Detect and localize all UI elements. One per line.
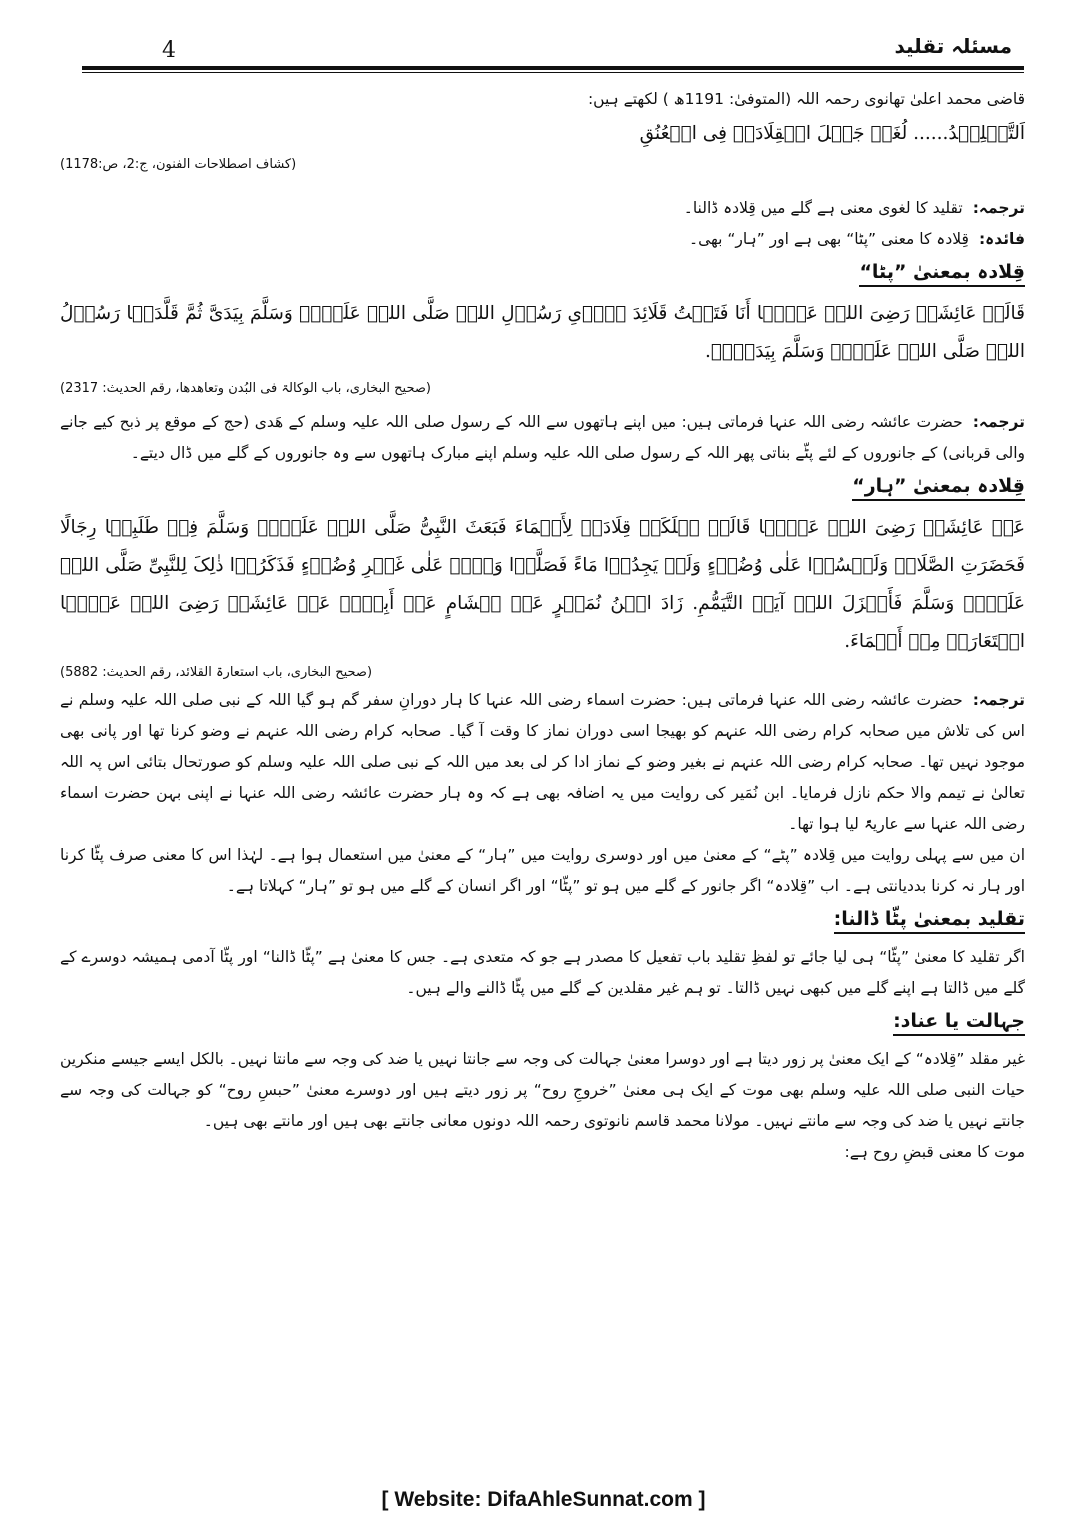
section2-reference: (صحیح البخاری، باب استعارۃ القلائد، رقم الحدیث: 5882) [60, 665, 373, 680]
section3-heading: تقلید بمعنیٰ پٹّا ڈالنا: [834, 908, 1025, 934]
section2-label: ترجمہ: [972, 691, 1025, 709]
intro-arabic: اَلتَّقۡلِیۡدُ...... لُغَۃً جَعۡلَ الۡقِلَادَۃِ فِی الۡعُنُقِ [639, 123, 1025, 144]
faida-label: فائدہ: [978, 230, 1025, 248]
section2-translation [60, 685, 1025, 840]
page-header [82, 30, 1022, 66]
page-body [60, 84, 1025, 1168]
section2-arabic: عَنۡ عَائِشَۃَ رَضِیَ اللہُ عَنۡہَا قَالَتۡ ہَلَکَتۡ قِلَادَۃٌ لِأَسۡمَاءَ فَبَعَثَ النَّبِیُّ صَلَّی اللہُ عَلَیۡہِ وَسَلَّمَ فِیۡ طَلَبِہَا رِجَالًا فَحَضَرَتِ الصَّلَاۃُ وَلَیۡسُوۡا عَلٰی وُضُوۡءٍ وَلَمۡ یَجِدُوۡا مَاءً فَصَلَّوۡا وَہُمۡ عَلٰی غَیۡرِ وُضُوۡءٍ فَذَکَرُوۡا ذٰلِکَ لِلنَّبِیِّ صَلَّی اللہُ عَلَیۡہِ وَسَلَّمَ فَأَنۡزَلَ اللہُ آیَۃَ التَّیَمُّمِ. زَادَ ابۡنُ نُمَیۡرٍ عَنۡ ہِشَامٍ عَنۡ أَبِیۡہِ عَنۡ عَائِشَۃَ رَضِیَ اللہُ عَنۡہَا اسۡتَعَارَتۡ مِنۡ أَسۡمَاءَ. [60, 517, 1025, 652]
tarjama-1-text: تقلید کا لغوی معنی ہے گلے میں قِلادہ ڈالنا۔ [683, 199, 963, 217]
website-footer: [ Website: DifaAhleSunnat.com ] [381, 1488, 706, 1511]
section1-translation [60, 407, 1025, 469]
intro-reference: (کشاف اصطلاحات الفنون، ج:2، ص:1178) [60, 157, 297, 172]
section1-heading: قِلادہ بمعنیٰ ”پٹا“ [859, 261, 1025, 287]
intro-line: قاضی محمد اعلیٰ تھانوی رحمہ اللہ (المتوفیٰ: 1191ھ ) لکھتے ہیں: [587, 90, 1025, 108]
header-rule-thin [82, 72, 1024, 73]
tarjama-1-label: ترجمہ: [972, 199, 1025, 217]
faida-text: قِلادہ کا معنی ”پٹا“ بھی ہے اور ”ہار“ بھی۔ [689, 230, 969, 248]
tarjama-1 [60, 193, 1025, 224]
section1-arabic: قَالَتۡ عَائِشَۃُ رَضِیَ اللہُ عَنۡہَا أَنَا فَتَلۡتُ قَلَائِدَ ہَدۡیِ رَسُوۡلِ اللہِ صَلَّی اللہُ عَلَیۡہِ وَسَلَّمَ بِیَدَیَّ ثُمَّ قَلَّدَہَا رَسُوۡلُ اللہِ صَلَّی اللہُ عَلَیۡہِ وَسَلَّمَ بِیَدَیۡہِ. [60, 303, 1025, 362]
page-number: 4 [162, 38, 176, 63]
section2-heading: قِلادہ بمعنیٰ ”ہار“ [852, 475, 1025, 501]
section4-text: غیر مقلد ”قِلادہ“ کے ایک معنیٰ پر زور دیتا ہے اور دوسرا معنیٰ جہالت کی وجہ سے جانتا نہیں یا ضد کی وجہ سے مانتا نہیں۔ بالکل ایسے جیسے منکرین حیات النبی صلی اللہ علیہ وسلم بھی موت کے ایک ہی معنیٰ ”خروجِ روح“ پر زور دیتے ہیں اور دوسرے معنیٰ ”حبسِ روح“ کو جہالت کی وجہ سے جانتے نہیں یا ضد کی وجہ سے مانتے نہیں۔ مولانا محمد قاسم نانوتوی رحمہ اللہ دونوں معانی جانتے بھی ہیں اور مانتے بھی ہیں۔ [60, 1050, 1025, 1130]
section3-text: اگر تقلید کا معنیٰ ”پٹّا“ ہی لیا جائے تو لفظِ تقلید باب تفعیل کا مصدر ہے جو کہ متعدی ہے۔ جس کا معنیٰ ہے ”پٹّا ڈالنا“ اور پٹّا آدمی ہمیشہ دوسرے کے گلے میں ڈالتا ہے اپنے گلے میں کبھی نہیں ڈالتا۔ تو ہم غیر مقلدین کے گلے میں پٹّا ڈالنے والے ہیں۔ [60, 948, 1025, 997]
section2-explanation: ان میں سے پہلی روایت میں قِلادہ ”پٹے“ کے معنیٰ میں اور دوسری روایت میں ”ہار“ کے معنیٰ میں استعمال ہوا ہے۔ لہٰذا اس کا معنی صرف پٹّا کرنا اور ہار نہ کرنا بددیانتی ہے۔ اب ”قِلادہ“ اگر جانور کے گلے میں ہو تو ”پٹّا“ اور اگر انسان کے گلے میں ہو تو ”ہار“ کہلاتا ہے۔ [60, 846, 1025, 895]
section1-label: ترجمہ: [972, 413, 1025, 431]
header-rule-thick [82, 66, 1024, 70]
running-title: مسئلہ تقلید [894, 34, 1012, 58]
section2-translation-text: حضرت عائشہ رضی اللہ عنہا فرماتی ہیں: حضرت اسماء رضی اللہ عنہا کا ہار دورانِ سفر گم ہو گیا اللہ کے نبی صلی اللہ علیہ وسلم نے اس کی تلاش میں صحابہ کرام رضی اللہ عنہم کو بھیجا اسی دوران نماز کا وقت آ گیا۔ صحابہ کرام رضی اللہ عنہم نے وضو کرنا تھا اور پانی بھی موجود نہیں تھا۔ صحابہ کرام رضی اللہ عنہم نے بغیر وضو کے نماز ادا کر لی بعد میں اللہ کے نبی صلی اللہ علیہ وسلم کو صورتحال بتائی اس پہ اللہ تعالیٰ نے تیمم والا حکم نازل فرمایا۔ ابن نُمَیر کی روایت میں یہ اضافہ بھی ہے کہ وہ ہار حضرت عائشہ رضی اللہ عنہا نے اپنی بہن حضرت اسماء رضی اللہ عنہا سے عاریۃً لیا ہوا تھا۔ [60, 691, 1025, 833]
section4-last: موت کا معنی قبضِ روح ہے: [844, 1143, 1025, 1161]
section1-translation-text: حضرت عائشہ رضی اللہ عنہا فرماتی ہیں: میں اپنے ہاتھوں سے اللہ کے رسول صلی اللہ علیہ وسلم کے ھَدی (حج کے موقع پر ذبح کیے جانے والی قربانی) کے جانوروں کے لئے پٹّے بناتی پھر اللہ کے رسول صلی اللہ علیہ وسلم اپنے مبارک ہاتھوں سے وہ جانوروں کے گلے میں ڈال دیتے۔ [60, 413, 1025, 462]
faida [60, 224, 1025, 255]
section1-reference: (صحیح البخاری، باب الوکالۃ فی البُدن وتعاھدھا، رقم الحدیث: 2317) [60, 381, 431, 396]
section4-heading: جہالت یا عناد: [893, 1010, 1025, 1036]
